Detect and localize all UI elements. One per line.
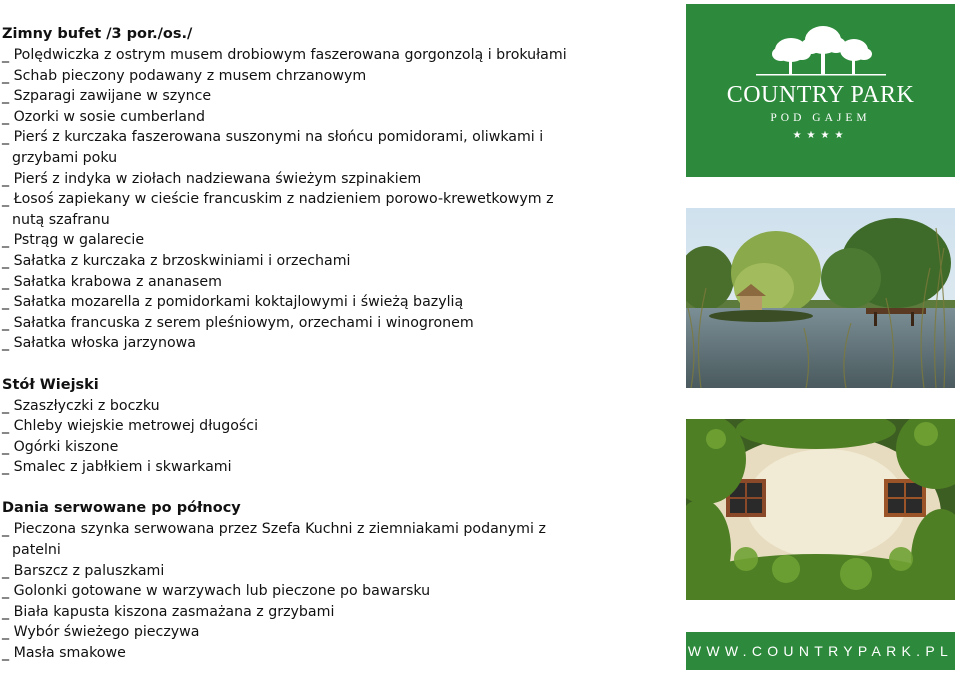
lake-photo-image xyxy=(686,208,955,388)
logo-subtitle: POD GAJEM xyxy=(770,112,871,124)
logo-stars: ★★★★ xyxy=(792,130,849,141)
country-park-logo xyxy=(686,4,955,177)
house-photo-image xyxy=(686,419,955,600)
menu-item: _ Szaszłyczki z boczku xyxy=(2,397,160,414)
menu-item: _ Chleby wiejskie metrowej długości xyxy=(2,418,259,435)
menu-item: _ Barszcz z paluszkami xyxy=(2,562,165,579)
menu-item: _ Łosoś zapiekany w cieście francuskim z nadzieniem porowo-krewetkowym z xyxy=(2,191,554,208)
section-gap xyxy=(2,478,662,499)
menu-item-continuation: nutą szafranu xyxy=(12,211,110,228)
section-title: Dania serwowane po północy xyxy=(2,500,241,517)
menu-item: _ Sałatka z kurczaka z brzoskwiniami i orzechami xyxy=(2,252,351,269)
menu-item-continuation: grzybami poku xyxy=(12,149,118,166)
menu-item: _ Ogórki kiszone xyxy=(2,438,119,455)
menu-item: _ Biała kapusta kiszona zasmażana z grzybami xyxy=(2,603,335,620)
menu-item: _ Masła smakowe xyxy=(2,645,126,662)
menu-item: _ Sałatka krabowa z ananasem xyxy=(2,273,222,290)
website-url: WWW.COUNTRYPARK.PL xyxy=(687,643,954,659)
section-title: Stół Wiejski xyxy=(2,376,99,393)
menu-item: _ Pstrąg w galarecie xyxy=(2,232,145,249)
menu-item: _ Pierś z indyka w ziołach nadziewana świeżym szpinakiem xyxy=(2,170,422,187)
menu-item: _ Sałatka włoska jarzynowa xyxy=(2,335,196,352)
menu-list xyxy=(2,24,662,664)
menu-item: _ Wybór świeżego pieczywa xyxy=(2,624,200,641)
menu-item: _ Szparagi zawijane w szynce xyxy=(2,88,212,105)
trees-logo-icon xyxy=(746,24,896,82)
logo-name: COUNTRY PARK xyxy=(726,82,915,108)
menu-item: _ Sałatka francuska z serem pleśniowym, orzechami i winogronem xyxy=(2,314,474,331)
menu-item: _ Pierś z kurczaka faszerowana suszonymi na słońcu pomidorami, oliwkami i xyxy=(2,129,544,146)
website-banner xyxy=(686,632,955,670)
menu-item: _ Sałatka mozarella z pomidorkami koktajlowymi i świeżą bazylią xyxy=(2,294,464,311)
menu-item: _ Polędwiczka z ostrym musem drobiowym faszerowana gorgonzolą i brokułami xyxy=(2,47,567,63)
menu-item-continuation: patelni xyxy=(12,542,61,559)
menu-item: _ Schab pieczony podawany z musem chrzanowym xyxy=(2,67,367,84)
menu-item: _ Golonki gotowane w warzywach lub pieczone po bawarsku xyxy=(2,583,431,600)
menu-item: _ Smalec z jabłkiem i skwarkami xyxy=(2,459,232,476)
menu-item: _ Ozorki w sosie cumberland xyxy=(2,108,205,125)
section-gap xyxy=(2,354,662,375)
section-title: Zimny bufet /3 por./os./ xyxy=(2,26,193,42)
house-photo xyxy=(686,419,955,600)
menu-item: _ Pieczona szynka serwowana przez Szefa Kuchni z ziemniakami podanymi z xyxy=(2,521,546,538)
lake-photo xyxy=(686,208,955,388)
